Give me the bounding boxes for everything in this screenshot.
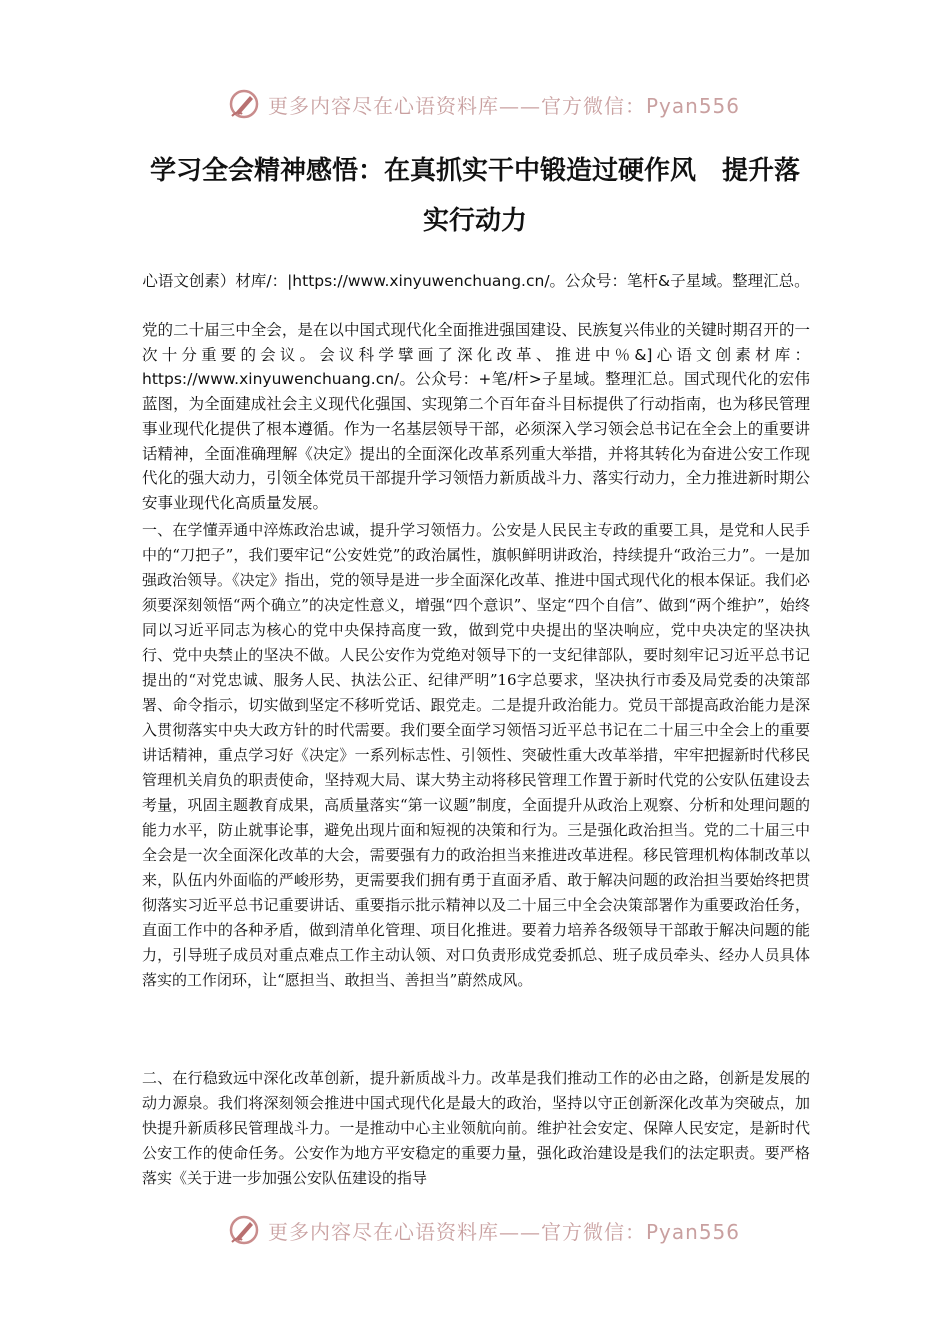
section-1-paragraph: 一、在学懂弄通中淬炼政治忠诚，提升学习领悟力。公安是人民民主专政的重要工具，是党和人民手中的“刀把子”，我们要牢记“公安姓党”的政治属性，旗帜鲜明讲政治，持续提升“政治三力”。一是加强政治领导。《决定》指出，党的领导是进一步全面深化改革、推进中国式现代化的根本保证。我们必须要深刻领悟“两个确立”的决定性意义，增强“四个意识”、坚定“四个自信”、做到“两个维护”，始终同以习近平同志为核心的党中央保持高度一致，做到党中央提出的坚决响应，党中央决定的坚决执行、党中央禁止的坚决不做。人民公安作为党绝对领导下的一支纪律部队，要时刻牢记习近平总书记提出的“对党忠诚、服务人民、执法公正、纪律严明”16字总要求，坚决执行市委及局党委的决策部署、命令指示，切实做到坚定不移听党话、跟党走。二是提升政治能力。党员干部提高政治能力是深入贯彻落实中央大政方针的时代需要。我们要全面学习领悟习近平总书记在二十届三中全会上的重要讲话精神，重点学习好《决定》一系列标志性、引领性、突破性重大改革举措，牢牢把握新时代移民管理机关肩负的职责使命，坚持观大局、谋大势主动将移民管理工作置于新时代党的公安队伍建设去考量，巩固主题教育成果，高质量落实“第一议题”制度，全面提升从政治上观察、分析和处理问题的能力水平，防止就事论事，避免出现片面和短视的决策和行为。三是强化政治担当。党的二十届三中全会是一次全面深化改革的大会，需要强有力的政治担当来推进改革进程。移民管理机构体制改革以来，队伍内外面临的严峻形势，更需要我们拥有勇于直面矛盾、敢于解决问题的政治担当要始终把贯彻落实习近平总书记重要讲话、重要指示批示精神以及二十届三中全会决策部署作为重要政治任务，直面工作中的各种矛盾，做到清单化管理、项目化推进。要着力培养各级领导干部敢于解决问题的能力，引导班子成员对重点难点工作主动认领、对口负责形成党委抓总、班子成员牵头、经办人员具体落实的工作闭环，让“愿担当、敢担当、善担当”蔚然成风。 — [142, 521, 810, 989]
banner-account: Pyan556 — [646, 93, 741, 118]
pen-circle-logo-icon — [228, 1214, 260, 1246]
source-line: 心语文创素）材库/：|https://www.xinyuwenchuang.cn/。公众号：笔杆&子星域。整理汇总。 — [142, 272, 810, 290]
banner-text: 更多内容尽在心语资料库——官方微信：Pyan556 — [268, 1219, 741, 1244]
banner-account: Pyan556 — [646, 1219, 741, 1244]
intro-paragraph: 党的二十届三中全会，是在以中国式现代化全面推进强国建设、民族复兴伟业的关键时期召开的一次十分重要的会议。会议科学擘画了深化改革、推进中％&]心语文创素材库：https://www.xinyuwenchuang.cn/。公众号：+笔/杆>子星域。整理汇总。国式现代化的宏伟蓝图，为全面建成社会主义现代化强国、实现第二个百年奋斗目标提供了行动指南，也为移民管理事业现代化提供了根本遵循。作为一名基层领导干部，必须深入学习领会总书记在全会上的重要讲话精神，全面准确理解《决定》提出的全面深化改革系列重大举措，并将其转化为奋进公安工作现代化的强大动力，引领全体党员干部提升学习领悟力新质战斗力、落实行动力，全力推进新时期公安事业现代化高质量发展。 — [142, 321, 810, 512]
footer-watermark-banner — [228, 1210, 748, 1250]
section-2-paragraph: 二、在行稳致远中深化改革创新，提升新质战斗力。改革是我们推动工作的必由之路，创新是发展的动力源泉。我们将深刻领会推进中国式现代化是最大的政治，坚持以守正创新深化改革为突破点，加快提升新质移民管理战斗力。一是推动中心主业领航向前。维护社会安定、保障人民安定，是新时代公安工作的使命任务。公安作为地方平安稳定的重要力量，强化政治建设是我们的法定职责。要严格落实《关于进一步加强公安队伍建设的指导 — [142, 1069, 810, 1187]
banner-text: 更多内容尽在心语资料库——官方微信：Pyan556 — [268, 93, 741, 118]
document-title: 学习全会精神感悟：在真抓实干中锻造过硬作风 提升落实行动力 — [149, 156, 800, 236]
header-watermark-banner — [228, 84, 748, 124]
pen-circle-logo-icon — [228, 88, 260, 120]
